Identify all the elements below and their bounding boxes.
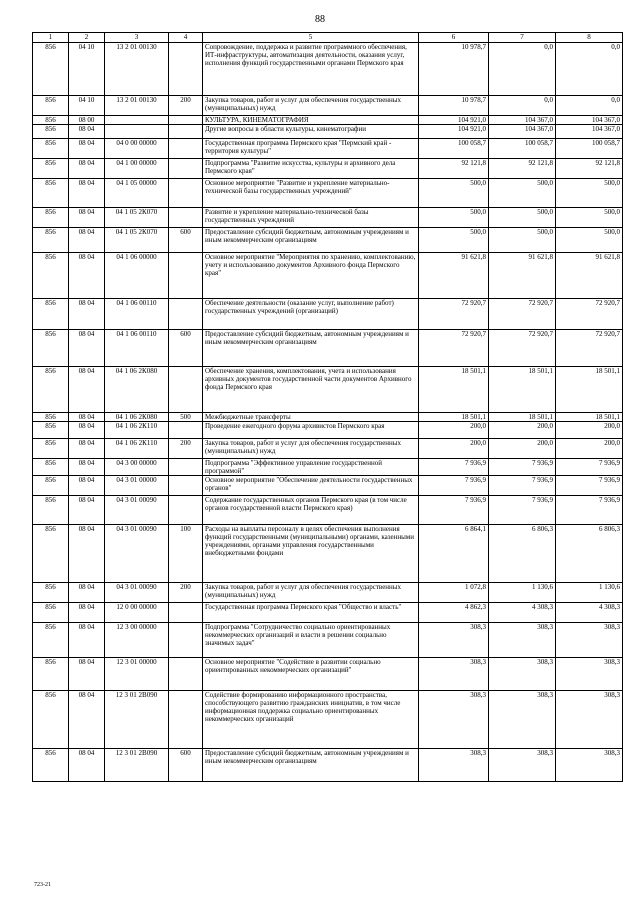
section-code-cell: 08 04 [69,623,105,658]
table-row [33,116,623,125]
item-name-cell: Основное мероприятие "Обеспечение деятельности государственных органов" [203,476,419,496]
amount-col7-cell: 308,3 [489,658,556,691]
expense-type-cell [169,299,203,330]
expense-type-cell [169,43,203,96]
amount-col7-cell: 104 367,0 [489,116,556,125]
amount-col7-cell: 91 621,8 [489,253,556,299]
item-name-cell: Обеспечение деятельности (оказание услуг, выполнение работ) государственных учреждений (организаций) [203,299,419,330]
target-article-cell: 12 3 01 2В090 [105,691,169,749]
budget-code-cell: 856 [33,749,69,782]
target-article-cell: 04 1 06 2К080 [105,367,169,413]
amount-col8-cell: 72 920,7 [556,330,623,367]
target-article-cell: 04 3 00 00000 [105,459,169,476]
amount-col6-cell: 500,0 [419,228,489,253]
amount-col8-cell: 72 920,7 [556,299,623,330]
amount-col6-cell: 72 920,7 [419,330,489,367]
item-name-cell: Проведение ежегодного форума архивистов Пермского края [203,422,419,439]
table-row [33,459,623,476]
item-name-cell: Основное мероприятие "Содействие в развитии социально ориентированных некоммерческих организаций" [203,658,419,691]
amount-col6-cell: 308,3 [419,691,489,749]
amount-col6-cell: 500,0 [419,208,489,228]
budget-code-cell: 856 [33,496,69,525]
footer-code: 723-21 [34,882,51,888]
expense-type-cell: 100 [169,525,203,583]
table-row [33,422,623,439]
budget-code-cell: 856 [33,228,69,253]
item-name-cell: Предоставление субсидий бюджетным, автономным учреждениям и иным некоммерческим организациям [203,228,419,253]
target-article-cell: 04 1 06 2К110 [105,439,169,459]
section-code-cell: 08 04 [69,422,105,439]
amount-col7-cell: 18 501,1 [489,367,556,413]
table-row [33,439,623,459]
budget-code-cell: 856 [33,116,69,125]
amount-col7-cell: 500,0 [489,208,556,228]
expense-type-cell [169,253,203,299]
budget-code-cell: 856 [33,96,69,116]
target-article-cell: 04 1 06 00110 [105,330,169,367]
amount-col6-cell: 500,0 [419,179,489,208]
table-row [33,476,623,496]
budget-table [32,32,623,782]
budget-code-cell: 856 [33,691,69,749]
item-name-cell: Основное мероприятие "Развитие и укрепление материально-технической базы государственных учреждений" [203,179,419,208]
target-article-cell: 04 1 05 2К070 [105,228,169,253]
item-name-cell: Обеспечение хранения, комплектования, учета и использования архивных документов государственной части документов Архивного фонда Пермского края [203,367,419,413]
amount-col6-cell: 7 936,9 [419,496,489,525]
amount-col6-cell: 200,0 [419,439,489,459]
section-code-cell: 08 04 [69,413,105,422]
target-article-cell: 04 1 00 00000 [105,159,169,179]
amount-col8-cell: 100 058,7 [556,139,623,159]
section-code-cell: 08 04 [69,253,105,299]
section-code-cell: 08 04 [69,496,105,525]
budget-code-cell: 856 [33,139,69,159]
amount-col6-cell: 6 864,1 [419,525,489,583]
section-code-cell: 08 04 [69,208,105,228]
section-code-cell: 08 04 [69,476,105,496]
amount-col8-cell: 91 621,8 [556,253,623,299]
amount-col7-cell: 72 920,7 [489,330,556,367]
table-row [33,583,623,603]
amount-col7-cell: 6 806,3 [489,525,556,583]
amount-col6-cell: 308,3 [419,658,489,691]
amount-col8-cell: 1 130,6 [556,583,623,603]
target-article-cell: 04 1 06 00110 [105,299,169,330]
item-name-cell: Закупка товаров, работ и услуг для обеспечения государственных (муниципальных) нужд [203,96,419,116]
item-name-cell: КУЛЬТУРА, КИНЕМАТОГРАФИЯ [203,116,419,125]
target-article-cell: 12 3 01 00000 [105,658,169,691]
amount-col6-cell: 308,3 [419,749,489,782]
amount-col7-cell: 0,0 [489,96,556,116]
target-article-cell [105,116,169,125]
expense-type-cell [169,139,203,159]
table-row [33,525,623,583]
amount-col7-cell: 7 936,9 [489,496,556,525]
section-code-cell: 08 04 [69,439,105,459]
amount-col6-cell: 7 936,9 [419,459,489,476]
section-code-cell: 08 04 [69,179,105,208]
item-name-cell: Межбюджетные трансферты [203,413,419,422]
amount-col8-cell: 0,0 [556,43,623,96]
item-name-cell: Закупка товаров, работ и услуг для обеспечения государственных (муниципальных) нужд [203,439,419,459]
item-name-cell: Сопровождение, поддержка и развитие программного обеспечения, ИТ-инфраструктуры, автоматизация деятельности, оказания услуг, исполнения функций государственными органами Пермского края [203,43,419,96]
table-row [33,330,623,367]
header-cell-1: 1 [33,33,69,43]
section-code-cell: 08 04 [69,228,105,253]
budget-code-cell: 856 [33,299,69,330]
amount-col7-cell: 100 058,7 [489,139,556,159]
amount-col6-cell: 91 621,8 [419,253,489,299]
item-name-cell: Закупка товаров, работ и услуг для обеспечения государственных (муниципальных) нужд [203,583,419,603]
item-name-cell: Основное мероприятие "Мероприятия по хранению, комплектованию, учету и использованию документов Архивного фонда Пермского края" [203,253,419,299]
expense-type-cell: 600 [169,330,203,367]
header-cell-7: 7 [489,33,556,43]
amount-col8-cell: 4 308,3 [556,603,623,623]
amount-col8-cell: 308,3 [556,749,623,782]
expense-type-cell: 200 [169,439,203,459]
budget-code-cell: 856 [33,253,69,299]
budget-code-cell: 856 [33,623,69,658]
table-row [33,749,623,782]
amount-col7-cell: 500,0 [489,228,556,253]
item-name-cell: Развитие и укрепление материально-технической базы государственных учреждений [203,208,419,228]
table-row [33,299,623,330]
section-code-cell: 08 04 [69,658,105,691]
target-article-cell: 13 2 01 00130 [105,43,169,96]
target-article-cell: 04 3 01 00090 [105,583,169,603]
target-article-cell: 04 1 05 2К070 [105,208,169,228]
amount-col7-cell: 104 367,0 [489,125,556,139]
item-name-cell: Государственная программа Пермского края "Пермский край - территория культуры" [203,139,419,159]
target-article-cell: 04 3 01 00000 [105,476,169,496]
section-code-cell: 08 04 [69,125,105,139]
amount-col6-cell: 200,0 [419,422,489,439]
table-row [33,228,623,253]
expense-type-cell [169,367,203,413]
amount-col6-cell: 308,3 [419,623,489,658]
amount-col6-cell: 18 501,1 [419,413,489,422]
item-name-cell: Содействие формированию информационного пространства, способствующего развитию гражданских инициатив, в том числе информационная поддержка социально ориентированных некоммерческих организаций [203,691,419,749]
budget-code-cell: 856 [33,367,69,413]
amount-col6-cell: 10 978,7 [419,43,489,96]
amount-col6-cell: 10 978,7 [419,96,489,116]
amount-col7-cell: 7 936,9 [489,459,556,476]
section-code-cell: 08 04 [69,299,105,330]
amount-col8-cell: 104 367,0 [556,125,623,139]
amount-col8-cell: 18 501,1 [556,367,623,413]
expense-type-cell: 200 [169,96,203,116]
header-cell-2: 2 [69,33,105,43]
table-row [33,496,623,525]
item-name-cell: Подпрограмма "Развитие искусства, культуры и архивного дела Пермского края" [203,159,419,179]
amount-col6-cell: 104 921,0 [419,116,489,125]
header-cell-8: 8 [556,33,623,43]
expense-type-cell [169,116,203,125]
header-cell-3: 3 [105,33,169,43]
item-name-cell: Расходы на выплаты персоналу в целях обеспечения выполнения функций государственными (муниципальными) органами, казенными учреждениями, органами управления государственными внебюджетными фондами [203,525,419,583]
budget-code-cell: 856 [33,525,69,583]
expense-type-cell [169,159,203,179]
table-body [33,43,623,782]
section-code-cell: 08 04 [69,525,105,583]
amount-col8-cell: 200,0 [556,439,623,459]
section-code-cell: 08 04 [69,691,105,749]
expense-type-cell: 200 [169,583,203,603]
item-name-cell: Подпрограмма "Эффективное управление государственной программой" [203,459,419,476]
expense-type-cell [169,623,203,658]
item-name-cell: Государственная программа Пермского края "Общество и власть" [203,603,419,623]
expense-type-cell [169,603,203,623]
header-cell-5: 5 [203,33,419,43]
section-code-cell: 08 04 [69,459,105,476]
section-code-cell: 08 04 [69,367,105,413]
section-code-cell: 08 04 [69,583,105,603]
expense-type-cell [169,422,203,439]
amount-col8-cell: 18 501,1 [556,413,623,422]
amount-col8-cell: 7 936,9 [556,476,623,496]
budget-code-cell: 856 [33,422,69,439]
amount-col7-cell: 200,0 [489,422,556,439]
expense-type-cell [169,459,203,476]
section-code-cell: 04 10 [69,96,105,116]
expense-type-cell [169,496,203,525]
budget-code-cell: 856 [33,208,69,228]
target-article-cell: 13 2 01 00130 [105,96,169,116]
amount-col7-cell: 4 308,3 [489,603,556,623]
amount-col7-cell: 0,0 [489,43,556,96]
amount-col6-cell: 18 501,1 [419,367,489,413]
item-name-cell: Предоставление субсидий бюджетным, автономным учреждениям и иным некоммерческим организациям [203,330,419,367]
amount-col6-cell: 7 936,9 [419,476,489,496]
table-row [33,125,623,139]
budget-code-cell: 856 [33,476,69,496]
target-article-cell: 04 1 05 00000 [105,179,169,208]
table-row [33,208,623,228]
amount-col7-cell: 1 130,6 [489,583,556,603]
section-code-cell: 08 04 [69,159,105,179]
budget-code-cell: 856 [33,179,69,208]
amount-col8-cell: 500,0 [556,208,623,228]
amount-col8-cell: 7 936,9 [556,459,623,476]
table-row [33,603,623,623]
table-row [33,43,623,96]
expense-type-cell: 500 [169,413,203,422]
amount-col7-cell: 92 121,8 [489,159,556,179]
amount-col8-cell: 6 806,3 [556,525,623,583]
budget-code-cell: 856 [33,413,69,422]
budget-code-cell: 856 [33,459,69,476]
amount-col8-cell: 500,0 [556,228,623,253]
amount-col7-cell: 500,0 [489,179,556,208]
budget-code-cell: 856 [33,658,69,691]
item-name-cell: Предоставление субсидий бюджетным, автономным учреждениям и иным некоммерческим организациям [203,749,419,782]
target-article-cell: 04 0 00 00000 [105,139,169,159]
table-row [33,96,623,116]
header-cell-6: 6 [419,33,489,43]
item-name-cell: Содержание государственных органов Пермского края (в том числе органов государственной власти Пермского края) [203,496,419,525]
budget-code-cell: 856 [33,43,69,96]
amount-col8-cell: 308,3 [556,691,623,749]
budget-code-cell: 856 [33,439,69,459]
budget-code-cell: 856 [33,159,69,179]
amount-col6-cell: 100 058,7 [419,139,489,159]
section-code-cell: 04 10 [69,43,105,96]
budget-code-cell: 856 [33,603,69,623]
expense-type-cell [169,125,203,139]
target-article-cell: 12 0 00 00000 [105,603,169,623]
expense-type-cell [169,476,203,496]
table-row [33,658,623,691]
table-row [33,623,623,658]
section-code-cell: 08 04 [69,603,105,623]
expense-type-cell [169,179,203,208]
amount-col6-cell: 92 121,8 [419,159,489,179]
amount-col8-cell: 0,0 [556,96,623,116]
expense-type-cell [169,208,203,228]
amount-col8-cell: 500,0 [556,179,623,208]
table-row [33,139,623,159]
header-row [33,33,623,43]
amount-col6-cell: 1 072,8 [419,583,489,603]
table-row [33,691,623,749]
target-article-cell: 12 3 00 00000 [105,623,169,658]
table-row [33,159,623,179]
amount-col7-cell: 7 936,9 [489,476,556,496]
target-article-cell [105,125,169,139]
budget-code-cell: 856 [33,125,69,139]
amount-col7-cell: 308,3 [489,623,556,658]
table-row [33,179,623,208]
section-code-cell: 08 04 [69,139,105,159]
amount-col8-cell: 92 121,8 [556,159,623,179]
budget-code-cell: 856 [33,330,69,367]
amount-col6-cell: 4 862,3 [419,603,489,623]
target-article-cell: 04 1 06 00000 [105,253,169,299]
target-article-cell: 04 3 01 00090 [105,525,169,583]
amount-col8-cell: 7 936,9 [556,496,623,525]
section-code-cell: 08 04 [69,749,105,782]
amount-col8-cell: 200,0 [556,422,623,439]
item-name-cell: Другие вопросы в области культуры, кинематографии [203,125,419,139]
amount-col7-cell: 72 920,7 [489,299,556,330]
item-name-cell: Подпрограмма "Сотрудничество социально ориентированных некоммерческих организаций и власти в решении социально значимых задач" [203,623,419,658]
amount-col6-cell: 72 920,7 [419,299,489,330]
amount-col7-cell: 18 501,1 [489,413,556,422]
table-row [33,253,623,299]
amount-col8-cell: 104 367,0 [556,116,623,125]
amount-col8-cell: 308,3 [556,658,623,691]
page-number: 88 [315,14,325,25]
amount-col7-cell: 308,3 [489,691,556,749]
section-code-cell: 08 00 [69,116,105,125]
section-code-cell: 08 04 [69,330,105,367]
expense-type-cell [169,658,203,691]
target-article-cell: 12 3 01 2В090 [105,749,169,782]
target-article-cell: 04 3 01 00090 [105,496,169,525]
amount-col7-cell: 200,0 [489,439,556,459]
expense-type-cell: 600 [169,228,203,253]
amount-col6-cell: 104 921,0 [419,125,489,139]
budget-code-cell: 856 [33,583,69,603]
amount-col7-cell: 308,3 [489,749,556,782]
target-article-cell: 04 1 06 2К080 [105,413,169,422]
amount-col8-cell: 308,3 [556,623,623,658]
expense-type-cell: 600 [169,749,203,782]
table-row [33,367,623,413]
expense-type-cell [169,691,203,749]
header-cell-4: 4 [169,33,203,43]
table-row [33,413,623,422]
target-article-cell: 04 1 06 2К110 [105,422,169,439]
